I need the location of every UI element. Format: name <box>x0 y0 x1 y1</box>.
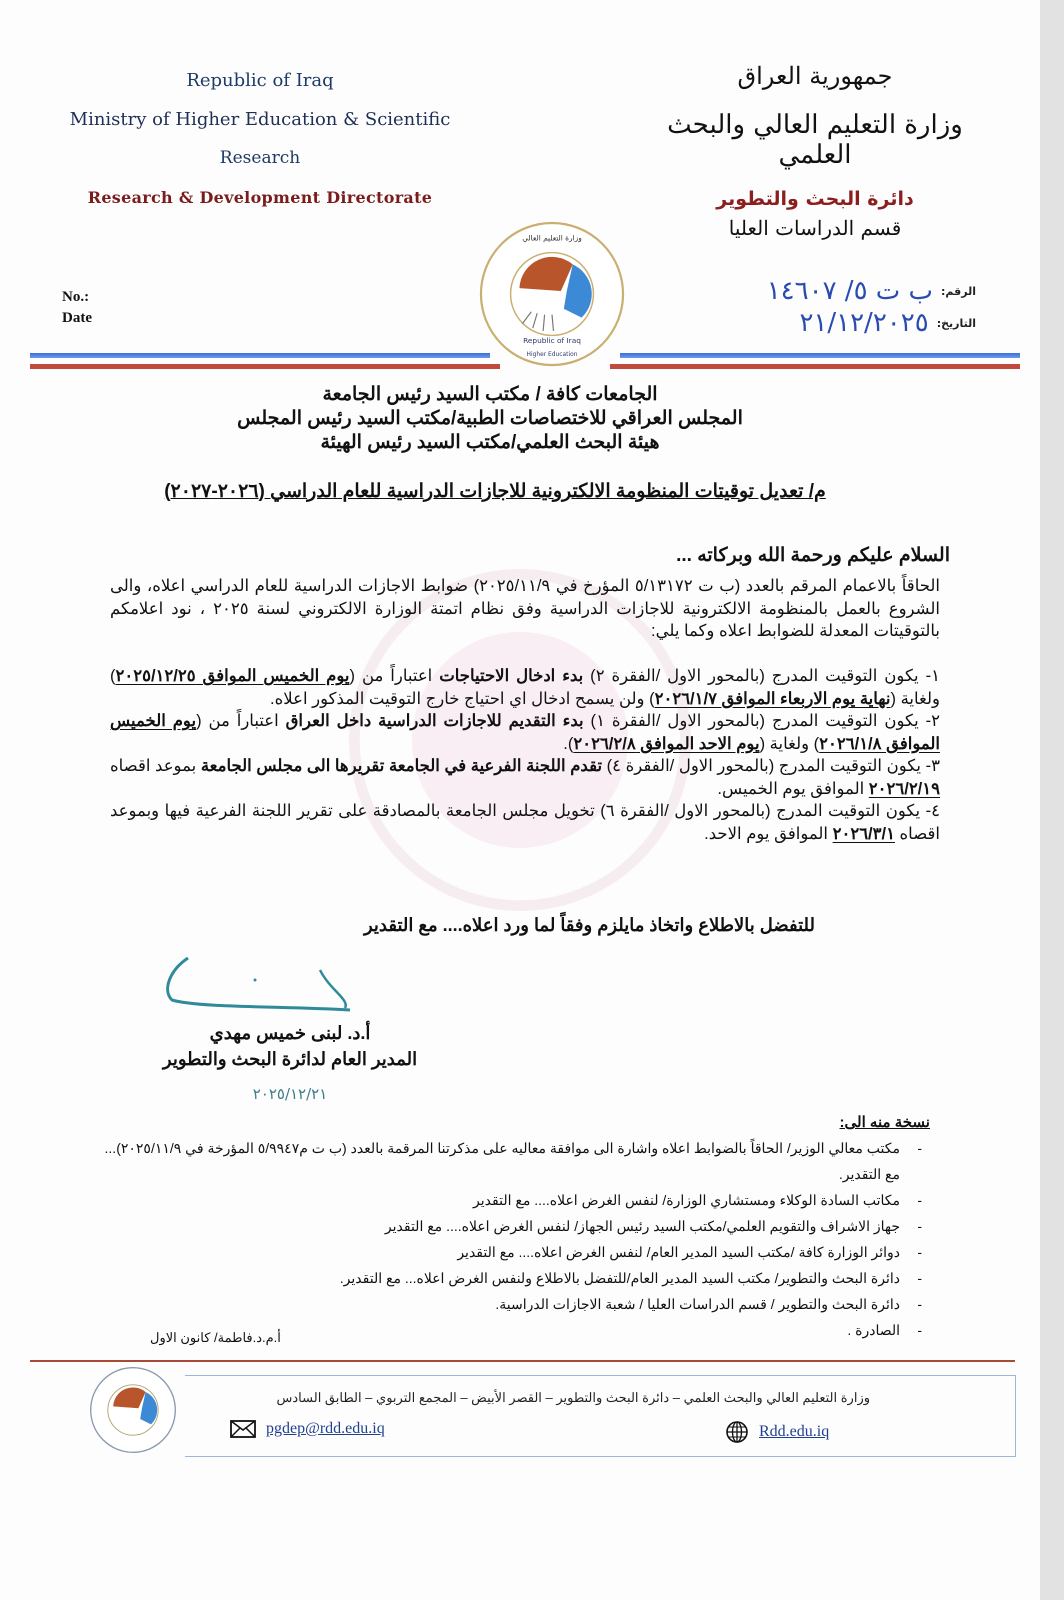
cc-item: - مكاتب السادة الوكلاء ومستشاري الوزارة/ لنفس الغرض اعلاه.... مع التقدير <box>90 1187 930 1213</box>
item-bold-text: بدء التقديم للاجازات الدراسية داخل العراق <box>285 712 584 730</box>
en-directorate: Research & Development Directorate <box>87 188 433 207</box>
ar-directorate: دائرة البحث والتطوير <box>716 188 914 210</box>
item-date-start: يوم الخميس الموافق ٢٠٢٦/١/٨ <box>110 712 940 753</box>
en-ministry-line2: Research <box>219 148 301 168</box>
cc-item: - مكتب معالي الوزير/ الحاقاً بالضوابط اعلاه واشارة الى موافقة معاليه على مذكرتنا المرقمة بالعدد (ب ت م٥/٩٩٤٧ المؤرخة في ٢٠٢٥/١١/٩)... مع التقدير. <box>90 1135 930 1187</box>
ref-number-row <box>767 276 976 306</box>
timeline-item-2 <box>110 710 940 755</box>
timeline-item-1 <box>110 665 940 710</box>
ar-country: جمهورية العراق <box>737 62 893 90</box>
en-date-label: Date <box>62 310 92 326</box>
item-text: الموافق يوم الخميس. <box>717 779 869 798</box>
signature-date: ٢٠٢٥/١٢/٢١ <box>252 1085 328 1103</box>
greeting: السلام عليكم ورحمة الله وبركاته ... <box>676 545 950 566</box>
cc-item: - دوائر الوزارة كافة /مكتب السيد المدير العام/ لنفس الغرض اعلاه.... مع التقدير <box>90 1239 930 1265</box>
cc-item: - دائرة البحث والتطوير / قسم الدراسات العليا / شعبة الاجازات الدراسية. <box>90 1291 930 1317</box>
item-number: ٢- <box>925 712 940 730</box>
email-link[interactable]: pgdep@rdd.edu.iq <box>266 1420 385 1437</box>
english-letterhead <box>60 70 460 207</box>
svg-text:وزارة التعليم العالي: وزارة التعليم العالي <box>522 233 582 243</box>
item-text: ) ولغاية ( <box>759 734 820 753</box>
item-date-end: نهاية يوم الاربعاء الموافق ٢٠٢٦/١/٧ <box>654 689 891 708</box>
cc-item: - الصادرة . <box>90 1317 930 1343</box>
header-stripe-blue-left <box>30 353 490 358</box>
item-date-start: يوم الخميس الموافق ٢٠٢٥/١٢/٢٥ <box>115 667 350 685</box>
item-bold-text: بدء ادخال الاحتياجات <box>439 667 584 685</box>
item-text: بموعد اقصاه <box>110 757 201 775</box>
cc-item: - دائرة البحث والتطوير/ مكتب السيد المدير العام/للتفضل بالاطلاع ولنفس الغرض اعلاه... مع التقدير. <box>90 1265 930 1291</box>
header-stripe-red-right <box>610 364 1020 369</box>
recipient-line: الجامعات كافة / مكتب السيد رئيس الجامعة <box>322 384 658 405</box>
timeline-item-4 <box>110 800 940 845</box>
arabic-letterhead <box>650 62 980 242</box>
item-number: ٤- <box>925 802 940 820</box>
item-text: يكون التوقيت المدرج (بالمحور الاول /الفقرة ٦) تخويل مجلس الجامعة بالمصادقة على تقرير اللجنة الفرعية فيها وبموعد اقصاه <box>110 802 940 843</box>
item-bold-text: تقدم اللجنة الفرعية في الجامعة تقريرها الى مجلس الجامعة <box>200 757 603 775</box>
author-initials: أ.م.د.فاطمة/ كانون الاول <box>150 1330 281 1345</box>
cc-item: - جهاز الاشراف والتقويم العلمي/مكتب السيد رئيس الجهاز/ لنفس الغرض اعلاه.... مع التقدير <box>90 1213 930 1239</box>
envelope-icon <box>230 1420 256 1438</box>
item-text: ) ولغاية ( <box>110 667 940 708</box>
recipient-line: المجلس العراقي للاختصاصات الطبية/مكتب السيد رئيس المجلس <box>237 408 743 429</box>
signature-icon <box>160 950 390 1020</box>
ref-value: ب ت ٥/ ١٤٦٠٧ <box>766 276 934 306</box>
recipients-block <box>120 383 860 455</box>
item-text: ). <box>563 734 574 753</box>
item-deadline: ٢٠٢٦/٣/١ <box>832 824 895 843</box>
globe-icon <box>725 1420 749 1444</box>
signatory-name: أ.د. لبنى خميس مهدي <box>209 1023 371 1043</box>
item-deadline: ٢٠٢٦/٢/١٩ <box>868 779 940 798</box>
item-text: يكون التوقيت المدرج (بالمحور الاول /الفقرة ١) <box>583 712 919 730</box>
date-value: ٢١/١٢/٢٠٢٥ <box>799 308 929 338</box>
svg-text:Higher Education: Higher Education <box>526 352 578 359</box>
timeline-items <box>110 665 940 845</box>
footer-divider <box>30 1360 1015 1362</box>
svg-text:Republic of Iraq: Republic of Iraq <box>523 335 581 345</box>
item-text: يكون التوقيت المدرج (بالمحور الاول /الفقرة ٢) <box>583 667 919 685</box>
scan-edge <box>1040 0 1064 1600</box>
footer-box <box>185 1375 1016 1457</box>
signatory-block <box>130 1020 450 1072</box>
footer-address: وزارة التعليم العالي والبحث العلمي – دائرة البحث والتطوير – القصر الأبيض – المجمع التربوي – الطابق السادس <box>276 1390 870 1405</box>
recipient-line: هيئة البحث العلمي/مكتب السيد رئيس الهيئة <box>320 432 660 453</box>
item-text: اعتباراً من ( <box>196 712 286 730</box>
en-no-label: No.: <box>62 289 90 305</box>
ar-ministry: وزارة التعليم العالي والبحث العلمي <box>667 110 963 170</box>
item-text: الموافق يوم الاحد. <box>704 824 833 843</box>
website-link[interactable]: Rdd.edu.iq <box>759 1423 830 1440</box>
footer-seal-icon <box>88 1365 178 1455</box>
intro-paragraph: الحاقاً بالاعمام المرقم بالعدد (ب ت ٥/١٣١٧٢ المؤرخ في ٢٠٢٥/١١/٩) ضوابط الاجازات الدراسية للعام الدراسي اعلاه، والى الشروع بالعمل بالمنظومة الالكترونية للاجازات الدراسية وفق نظام اتمتة الوزارة الالكتروني لسنة ٢٠٢٥ ، نود اعلامكم بالتوقيتات المعدلة للضوابط اعلاه وكما يلي: <box>110 577 940 640</box>
item-text: يكون التوقيت المدرج (بالمحور الاول /الفقرة ٤) <box>602 757 921 775</box>
closing-line: للتفضل بالاطلاع واتخاذ مايلزم وفقاً لما ورد اعلاه.... مع التقدير <box>363 915 815 935</box>
signatory-title: المدير العام لدائرة البحث والتطوير <box>162 1049 418 1069</box>
item-text: ) ولن يسمح ادخال اي احتياج خارج التوقيت المذكور اعلاه. <box>270 689 655 708</box>
item-date-end: يوم الاحد الموافق ٢٠٢٦/٢/٨ <box>573 734 760 753</box>
header-stripe-blue-right <box>620 353 1020 358</box>
ministry-seal-icon <box>478 220 626 368</box>
en-ministry-line1: Ministry of Higher Education & Scientific <box>69 109 451 130</box>
ref-label: الرقم: <box>941 284 976 298</box>
timeline-item-3 <box>110 755 940 800</box>
item-text: اعتباراً من ( <box>349 667 440 685</box>
cc-list <box>90 1135 930 1343</box>
header-stripe-red-left <box>30 364 500 369</box>
ar-department: قسم الدراسات العليا <box>728 216 902 240</box>
date-row <box>799 308 976 338</box>
date-label: التاريخ: <box>936 316 976 330</box>
en-no-date-labels <box>62 287 92 329</box>
footer-website[interactable] <box>725 1420 829 1444</box>
en-country: Republic of Iraq <box>186 70 334 91</box>
cc-title: نسخة منه الى: <box>839 1114 930 1131</box>
subject-line: م/ تعديل توقيتات المنظومة الالكترونية للاجازات الدراسية للعام الدراسي (٢٠٢٦-٢٠٢٧) <box>164 481 826 502</box>
item-number: ٣- <box>925 757 940 775</box>
item-number: ١- <box>925 667 940 685</box>
footer-email[interactable] <box>230 1420 385 1438</box>
